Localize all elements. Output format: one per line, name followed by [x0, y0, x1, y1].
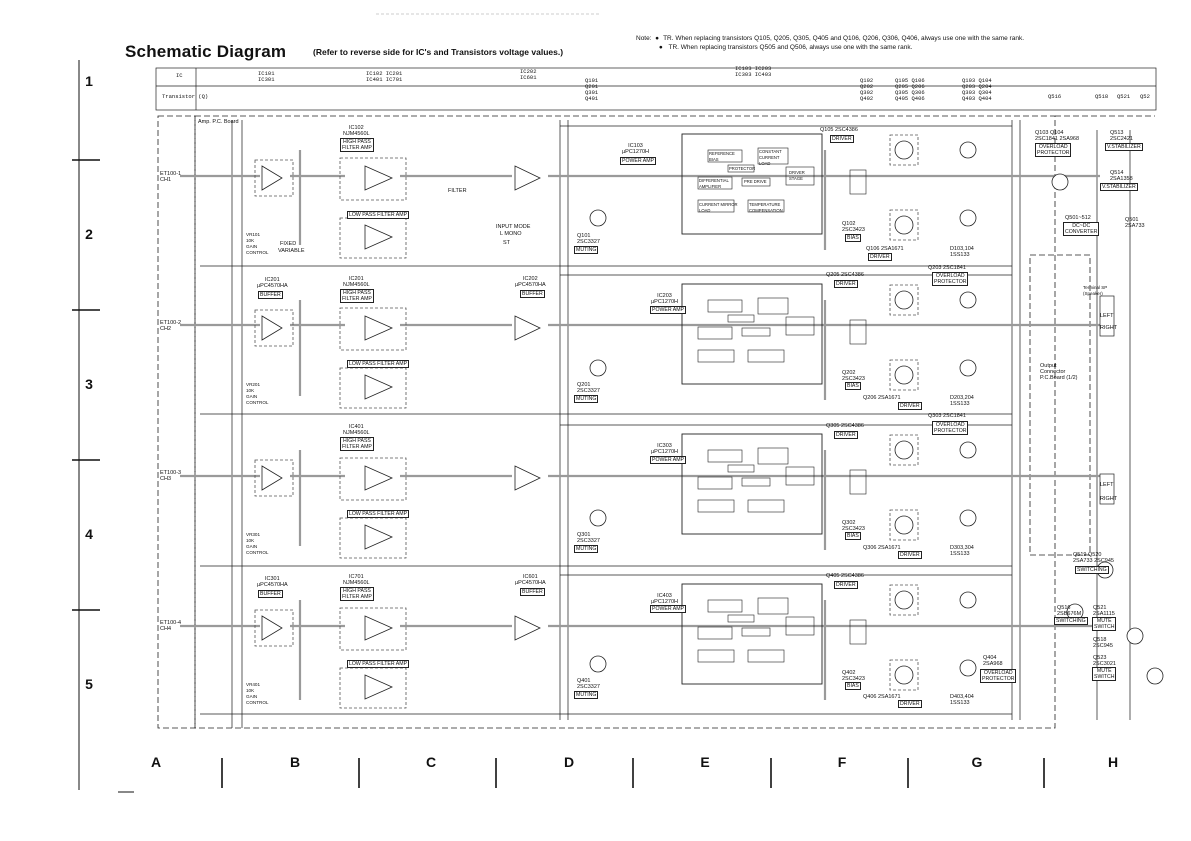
driver-label: DRIVER [836, 582, 856, 588]
col-label-c: C [425, 754, 437, 770]
row-label-4: 4 [85, 526, 93, 542]
muting-label: MUTING [576, 692, 597, 698]
hpf-ic: IC701 NJM4560L [343, 574, 370, 586]
bullet-icon: ● [658, 44, 663, 51]
muting-label: MUTING [576, 247, 597, 253]
driver2-label: DRIVER [900, 552, 920, 558]
col-label-e: E [700, 754, 710, 770]
driver2-q: Q406 2SA1671 [863, 694, 901, 700]
protector-h-q: Q103 Q104 2SC1841 2SA968 [1035, 130, 1080, 142]
bias-label: BIAS [847, 383, 859, 389]
vr-label: VR101 10K GAIN CONTROL [246, 232, 269, 255]
mono-label: L MONO [500, 231, 522, 237]
hpf-ic: IC201 NJM4560L [343, 276, 370, 288]
row-label-1: 1 [85, 73, 93, 89]
muting-q: Q301 2SC3327 [577, 532, 600, 544]
pa-block-predrive: PRE DRIVE [744, 179, 767, 184]
header-q-group: Q102 Q202 Q302 Q402 [860, 77, 874, 102]
diode-label: D303,304 1SS133 [950, 545, 974, 557]
buffer2-label: BUFFER [522, 589, 543, 595]
protector-label: OVERLOAD PROTECTOR [982, 670, 1015, 682]
buffer-ic: IC301 µPC4570HA [257, 576, 288, 588]
right-block-label: DC~DC CONVERTER [1065, 223, 1098, 235]
pa-block-differential: DIFFERENTIAL AMPLIFIER [699, 178, 729, 189]
right-block-q: Q519 Q520 2SA733 2SC945 [1073, 552, 1114, 564]
bias-q: Q302 2SC3423 [842, 520, 865, 532]
terminal-label: Terminal SP (Speaker) [1083, 285, 1108, 296]
header-ic-group: IC102 IC201 IC401 IC701 [366, 70, 403, 83]
bias-q: Q402 2SC3423 [842, 670, 865, 682]
right-block-q: Q521 2SA1115 [1093, 605, 1115, 617]
vr-label: VR401 10K GAIN CONTROL [246, 682, 269, 705]
right-block-label: V.STABILIZER [1102, 184, 1136, 190]
pa-block-protector: PROTECTOR [729, 166, 756, 171]
lpf-label: LOW PASS FILTER AMP [349, 212, 408, 218]
col-label-f: F [837, 754, 847, 770]
input-connector: ET100-1 CH1 [160, 171, 182, 183]
muting-q: Q401 2SC3327 [577, 678, 600, 690]
right-block-q: Q501 2SA733 [1125, 217, 1145, 229]
buffer2-label: BUFFER [522, 291, 543, 297]
col-label-b: B [289, 754, 301, 770]
muting-label: MUTING [576, 546, 597, 552]
power-amp-ic: IC403 µPC1270H [651, 593, 679, 605]
right-block-label: V.STABILIZER [1107, 144, 1141, 150]
header-q-group: Q516 [1048, 93, 1062, 100]
pa-block-reference: REFERENCE BIAS [709, 151, 735, 162]
buffer2-ic: IC601 µPC4570HA [515, 574, 546, 586]
row-label-2: 2 [85, 226, 93, 242]
protector-label: OVERLOAD PROTECTOR [934, 273, 967, 285]
col-label-d: D [563, 754, 575, 770]
header-q-group: Q105 Q106 Q205 Q206 Q305 Q306 Q405 Q406 [895, 77, 925, 102]
right-block-q: Q523 2SC3021 [1093, 655, 1116, 667]
terminal-pin: RIGHT [1100, 325, 1118, 331]
page-title: Schematic Diagram [125, 42, 287, 61]
protector-q: Q303 2SC1841 [928, 413, 966, 419]
header-q-group: Q103 Q104 Q203 Q204 Q303 Q304 Q403 Q404 [962, 77, 992, 102]
hpf-label: HIGH PASS FILTER AMP [342, 588, 372, 600]
right-block-q: Q514 2SA1358 [1110, 170, 1133, 182]
terminal-pin: RIGHT [1100, 496, 1118, 502]
buffer-label: BUFFER [260, 292, 281, 298]
terminal-pin: LEFT [1100, 313, 1114, 319]
bias-q: Q102 2SC3423 [842, 221, 865, 233]
buffer-label: BUFFER [260, 591, 281, 597]
header-q-group: Q101 Q201 Q301 Q401 [585, 77, 599, 102]
bias-label: BIAS [847, 683, 859, 689]
header-ic-group: IC202 IC601 [520, 68, 537, 81]
pa-block-temperature: TEMPERATURE COMPENSATION [749, 202, 783, 213]
muting-label: MUTING [576, 396, 597, 402]
note-line-1: TR. When replacing transistors Q105, Q205, Q305, Q405 and Q106, Q206, Q306, Q406, always use one with the same rank. [663, 35, 1025, 42]
col-label-a: A [150, 754, 162, 770]
note-label: Note: [636, 35, 652, 42]
st-label: ST [503, 240, 511, 246]
filter-label: FILTER [448, 188, 467, 194]
buffer-ic: IC201 µPC4570HA [257, 277, 288, 289]
header-ic-group: IC103 IC203 IC303 IC403 [735, 65, 772, 78]
hpf-ic: IC401 NJM4560L [343, 424, 370, 436]
header-q-group: Q518 [1095, 93, 1109, 100]
power-amp-label: POWER AMP [652, 606, 684, 612]
right-block-q: Q518 2SC945 [1093, 637, 1113, 649]
right-block-q: Q513 2SC2421 [1110, 130, 1133, 142]
driver2-q: Q306 2SA1671 [863, 545, 901, 551]
note-line-2: TR. When replacing transistors Q505 and Q506, always use one with the same rank. [668, 44, 913, 51]
bias-label: BIAS [847, 533, 859, 539]
buffer2-ic: IC202 µPC4570HA [515, 276, 546, 288]
pa-block-constant-current: CONSTANT CURRENT LOAD [759, 149, 782, 166]
header-ic-group: IC101 IC301 [258, 70, 275, 83]
power-amp-label: POWER AMP [652, 307, 684, 313]
protector-q: Q404 2SA968 [983, 655, 1003, 667]
bullet-icon: ● [653, 35, 660, 42]
lpf-label: LOW PASS FILTER AMP [349, 361, 408, 367]
right-block-q: Q516 2SB676M [1057, 605, 1082, 617]
power-amp-ic: IC103 µPC1270H [622, 143, 650, 155]
driver-q: Q105 2SC4386 [820, 127, 858, 133]
input-mode-label: INPUT MODE [496, 224, 531, 230]
col-label-h: H [1107, 754, 1119, 770]
pa-block-current-mirror: CURRENT MIRROR LOAD [699, 202, 738, 213]
driver2-label: DRIVER [900, 701, 920, 707]
right-block-q: Q501~512 [1065, 215, 1091, 221]
header-ic-label: IC [176, 72, 183, 79]
vr-label: VR301 10K GAIN CONTROL [246, 532, 269, 555]
driver2-q: Q106 2SA1671 [866, 246, 904, 252]
muting-q: Q201 2SC3327 [577, 382, 600, 394]
hpf-label: HIGH PASS FILTER AMP [342, 139, 372, 151]
hpf-ic: IC102 NJM4560L [343, 125, 370, 137]
input-connector: ET100-2 CH2 [160, 320, 182, 332]
header-transistor-label: Transistor (Q) [162, 93, 209, 100]
driver-label: DRIVER [832, 136, 852, 142]
connector-label: Output Connector P.C.Board (1/2) [1040, 363, 1078, 381]
right-block-label: MUTE SWITCH [1094, 668, 1115, 680]
driver-label: DRIVER [836, 281, 856, 287]
col-label-g: G [971, 754, 983, 770]
protector-label: OVERLOAD PROTECTOR [934, 422, 967, 434]
bias-label: BIAS [847, 235, 859, 241]
right-block-label: SWITCHING [1056, 618, 1086, 624]
vr-label: VR201 10K GAIN CONTROL [246, 382, 269, 405]
board-label: Amp. P.C. Board [198, 119, 239, 125]
right-block-label: MUTE SWITCH [1094, 618, 1115, 630]
right-block-label: SWITCHING [1077, 567, 1107, 573]
driver-q: Q305 2SC4386 [826, 423, 864, 429]
input-connector: ET100-4 CH4 [160, 620, 182, 632]
lpf-label: LOW PASS FILTER AMP [349, 511, 408, 517]
driver2-label: DRIVER [900, 403, 920, 409]
variable-label: VARIABLE [278, 248, 305, 254]
hpf-label: HIGH PASS FILTER AMP [342, 290, 372, 302]
power-amp-label: POWER AMP [652, 457, 684, 463]
driver-q: Q205 2SC4386 [826, 272, 864, 278]
terminal-pin: LEFT [1100, 482, 1114, 488]
lpf-label: LOW PASS FILTER AMP [349, 661, 408, 667]
power-amp-ic: IC203 µPC1270H [651, 293, 679, 305]
driver-label: DRIVER [836, 432, 856, 438]
power-amp-ic: IC303 µPC1270H [651, 443, 679, 455]
protector-q: Q203 2SC1841 [928, 265, 966, 271]
bias-q: Q202 2SC3423 [842, 370, 865, 382]
input-connector: ET100-3 CH3 [160, 470, 182, 482]
diode-label: D203,204 1SS133 [950, 395, 974, 407]
power-amp-label: POWER AMP [622, 158, 654, 164]
driver2-label: DRIVER [870, 254, 890, 260]
driver-q: Q405 2SC4386 [826, 573, 864, 579]
row-label-5: 5 [85, 676, 93, 692]
fixed-label: FIXED [280, 241, 297, 247]
protector-h-label: OVERLOAD PROTECTOR [1037, 144, 1070, 156]
diode-label: D103,104 1SS133 [950, 246, 974, 258]
header-q-group: Q52 [1140, 93, 1150, 100]
driver2-q: Q206 2SA1671 [863, 395, 901, 401]
pa-block-driver-stage: DRIVER STAGE [789, 170, 805, 181]
page-subtitle: (Refer to reverse side for IC's and Transistors voltage values.) [313, 47, 564, 57]
header-q-group: Q521 [1117, 93, 1131, 100]
muting-q: Q101 2SC3327 [577, 233, 600, 245]
hpf-label: HIGH PASS FILTER AMP [342, 438, 372, 450]
diode-label: D403,404 1SS133 [950, 694, 974, 706]
row-label-3: 3 [85, 376, 93, 392]
